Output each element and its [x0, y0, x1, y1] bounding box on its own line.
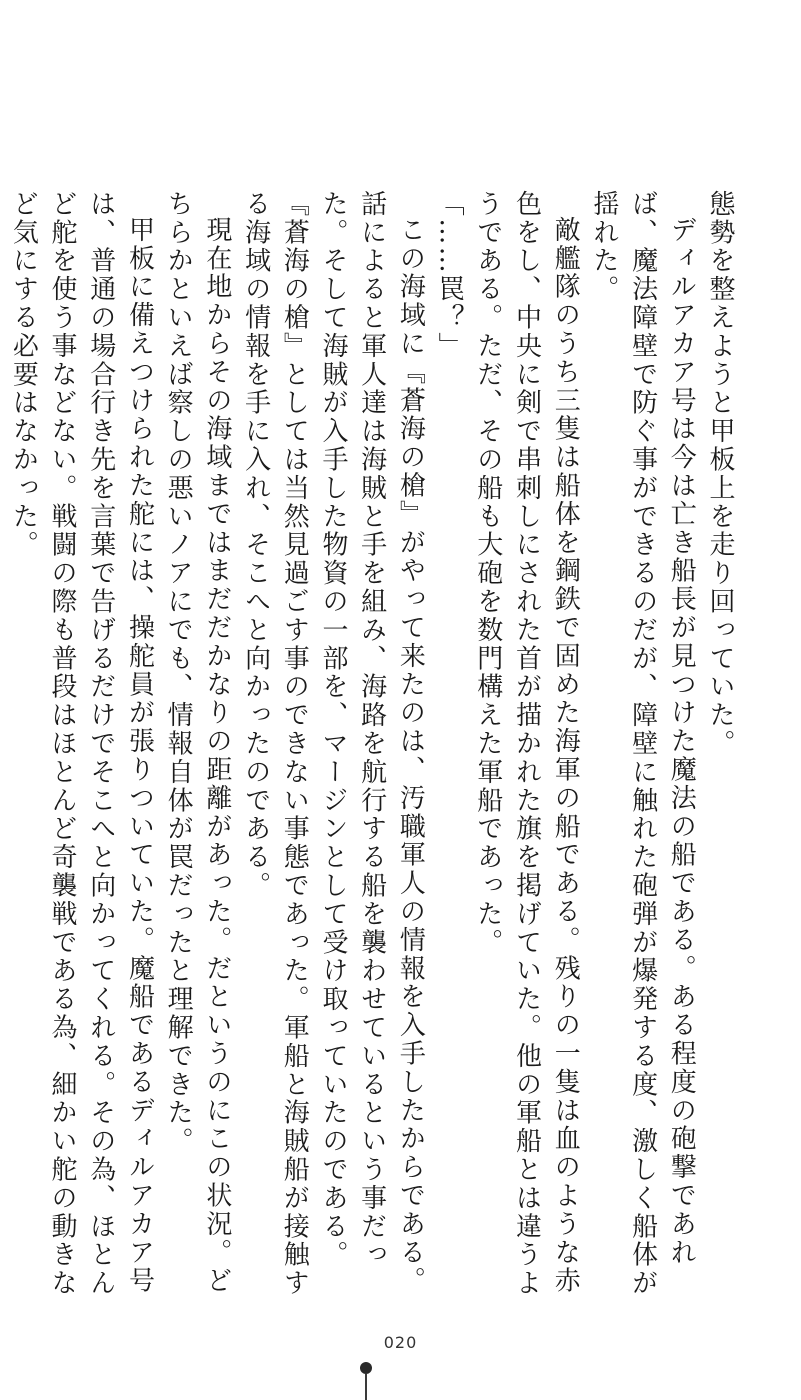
paragraph: ディルアカア号は今は亡き船長が見つけた魔法の船である。ある程度の砲撃であれば、魔法障壁で防ぐ事ができるのだが、障壁に触れた砲弾が爆発する度、激しく船体が揺れた。	[588, 190, 697, 1298]
vertical-text-body	[8, 190, 739, 1320]
dialogue-line: 「……罠？」	[434, 190, 465, 361]
paragraph: 態勢を整えようと甲板上を走り回っていた。	[705, 190, 735, 758]
paragraph: 『蒼海の槍』としては当然見過ごす事のできない事態であった。軍船と海賊船が接触する海域の情報を手に入れ、そこへと向かったのである。	[240, 190, 310, 1298]
folio-line-ornament	[365, 1374, 367, 1400]
folio-dot-ornament	[360, 1362, 372, 1374]
paragraph: 敵艦隊のうち三隻は船体を鋼鉄で固めた海軍の船である。残りの一隻は血のような赤色をし、中央に剣で串刺しにされた首が描かれた旗を掲げていた。他の軍船とは違うようである。ただ、その船も大砲を数門構えた軍船であった。	[472, 190, 581, 1298]
paragraph: 現在地からその海域まではまだだかなりの距離があった。だというのにこの状況。どちらかといえば察しの悪いノアにでも、情報自体が罠だったと理解できた。	[163, 190, 232, 1296]
paragraph: 甲板に備えつけられた舵には、操舵員が張りついていた。魔船であるディルアカア号は、普通の場合行き先を言葉で告げるだけでそこへと向かってくれる。その為、ほとんど舵を使う事などない。戦闘の際も普段はほとんど奇襲戦である為、細かい舵の動きなど気にする必要はなかった。	[8, 190, 155, 1298]
page-number: 020	[383, 1333, 418, 1352]
paragraph: この海域に『蒼海の槍』がやって来たのは、汚職軍人の情報を入手したからである。話によると軍人達は海賊と手を組み、海路を航行する船を襲わせているという事だった。そして海賊が入手した物資の一部を、マージンとして受け取っていたのである。	[317, 190, 426, 1296]
